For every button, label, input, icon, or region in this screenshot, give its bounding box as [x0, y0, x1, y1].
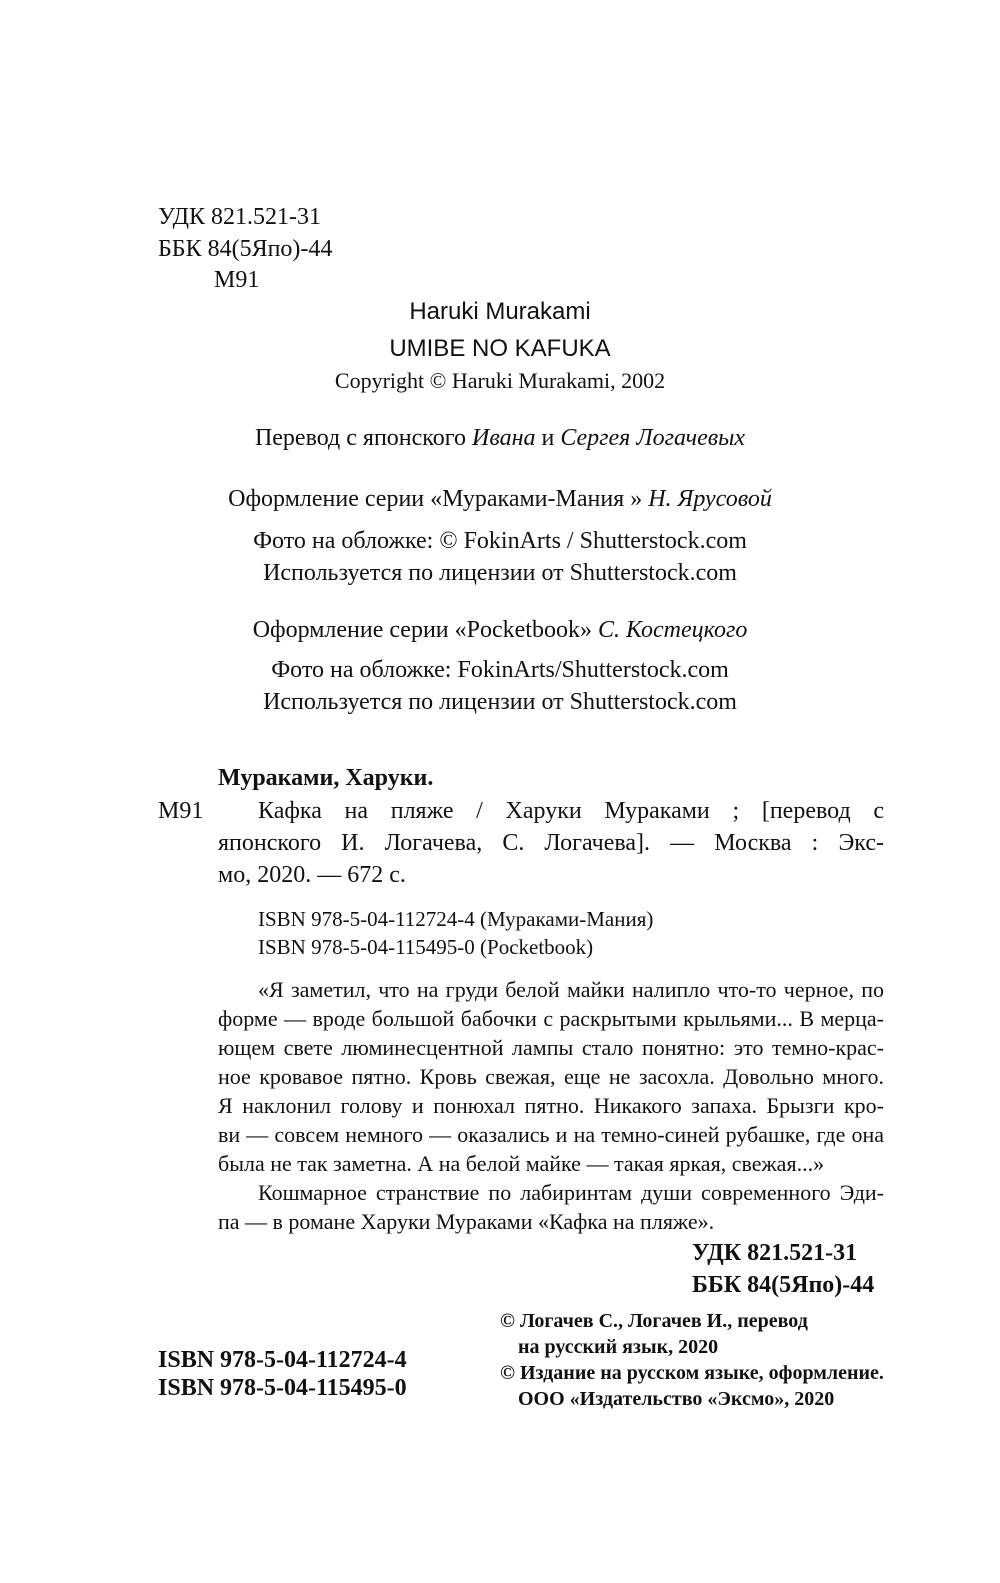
annotation-line: «Я заметил, что на груди белой майки налипло что-то черное, по [258, 977, 884, 1002]
annotation-line: ющем свете люминесцентной лампы стало понятно: это темно-крас- [218, 1035, 884, 1060]
series2-design [0, 617, 1000, 644]
annotation-line: па — в романе Харуки Мураками «Кафка на пляже». [218, 1209, 715, 1234]
series2-design-text: Оформление серии «Pocketbook» [252, 617, 598, 643]
annotation-line: была не так заметна. А на белой майке — такая яркая, свежая...» [218, 1151, 825, 1176]
annotation-line: Кошмарное странствие по лабиринтам души современного Эди- [258, 1180, 884, 1205]
series1-design-text: Оформление серии «Мураками-Мания » [228, 486, 649, 512]
copyright-edition-line-2: ООО «Издательство «Эксмо», 2020 [518, 1388, 835, 1410]
translator-1: Ивана [471, 425, 536, 451]
catalog-isbn-2: ISBN 978-5-04-115495-0 (Pocketbook) [258, 935, 594, 959]
translator-2: Сергея Логачевых [560, 425, 746, 451]
copyright-translation-line-1: © Логачев С., Логачев И., перевод [500, 1310, 808, 1332]
translation-credit [0, 425, 1000, 452]
series2-designer: С. Костецкого [597, 617, 748, 643]
catalog-line-1: Кафка на пляже / Харуки Мураками ; [перевод с [258, 798, 884, 824]
series1-designer: Н. Ярусовой [648, 486, 772, 512]
classification-bbk: ББК 84(5Япо)-44 [692, 1272, 875, 1298]
catalog-line-3: мо, 2020. — 672 с. [218, 862, 406, 888]
translation-mid: и [535, 425, 561, 451]
series1-photo: Фото на обложке: © FokinArts / Shutterstock.com [253, 528, 747, 554]
annotation-line: ное кровавое пятно. Кровь свежая, еще не засохла. Довольно много. [218, 1064, 884, 1089]
header-index: М91 [214, 267, 260, 293]
annotation-line: форме — вроде большой бабочки с раскрытыми крыльями... В мерца- [218, 1006, 884, 1031]
original-title: UMIBE NO KAFUKA [389, 335, 611, 362]
series1-design [0, 486, 1000, 513]
catalog-isbn-1: ISBN 978-5-04-112724-4 (Мураками-Мания) [258, 907, 654, 931]
catalog-index: М91 [158, 798, 204, 824]
original-author: Haruki Murakami [409, 298, 591, 325]
series1-license: Используется по лицензии от Shutterstock.com [263, 560, 737, 586]
header-udk: УДК 821.521-31 [158, 204, 321, 230]
footer-isbn-2: ISBN 978-5-04-115495-0 [158, 1375, 407, 1401]
series2-photo: Фото на обложке: FokinArts/Shutterstock.com [271, 657, 729, 683]
catalog-author-heading: Мураками, Харуки. [218, 765, 434, 791]
series2-license: Используется по лицензии от Shutterstock.com [263, 689, 737, 715]
annotation-line: Я наклонил голову и понюхал пятно. Никакого запаха. Брызги кро- [218, 1093, 884, 1118]
copyright-edition-line-1: © Издание на русском языке, оформление. [500, 1362, 884, 1384]
classification-udk: УДК 821.521-31 [692, 1240, 858, 1266]
header-bbk: ББК 84(5Япо)-44 [158, 236, 333, 262]
annotation-line: ви — совсем немного — оказались и на темно-синей рубашке, где она [218, 1122, 884, 1147]
catalog-line-2: японского И. Логачева, С. Логачева]. — Москва : Экс- [218, 830, 884, 856]
copyright-translation-line-2: на русский язык, 2020 [518, 1336, 719, 1358]
footer-isbn-1: ISBN 978-5-04-112724-4 [158, 1347, 407, 1373]
original-copyright: Copyright © Haruki Murakami, 2002 [334, 368, 666, 393]
translation-prefix: Перевод с японского [254, 425, 472, 451]
